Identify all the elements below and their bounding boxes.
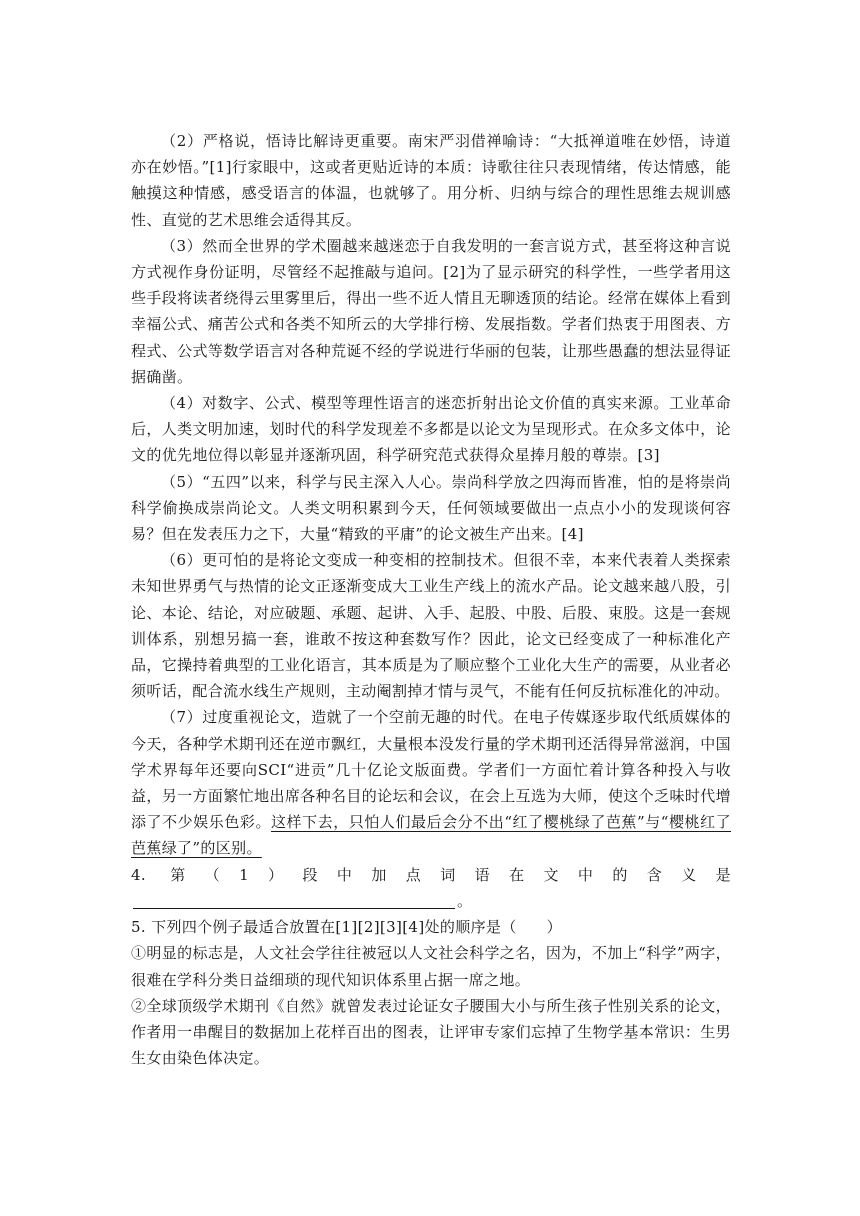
- article-body: [131, 128, 731, 1071]
- paragraph-5: （5）“五四”以来，科学与民主深入人心。崇尚科学放之四海而皆准，怕的是将崇尚科学偷换成崇尚论文。人类文明积累到今天，任何领域要做出一点点小小的发现谈何容易？但在发表压力之下，大量“精致的平庸”的论文被生产出来。[4]: [131, 472, 731, 544]
- question-4: [131, 862, 731, 914]
- paragraph-7-text: （7）过度重视论文，造就了一个空前无趣的时代。在电子传媒逐步取代纸质媒体的今天，各种学术期刊还在逆市飘红，大量根本没发行量的学术期刊还活得异常滋润，中国学术界每年还要向SCI“进贡”几十亿论文版面费。学者们一方面忙着计算各种投入与收益，另一方面繁忙地出席各种名目的论坛和会议，在会上互选为大师，使这个乏味时代增添了不少娱乐色彩。: [131, 708, 731, 832]
- paragraph-4: （4）对数字、公式、模型等理性语言的迷恋折射出论文价值的真实来源。工业革命后，人类文明加速，划时代的科学发现差不多都是以论文为呈现形式。在众多文体中，论文的优先地位得以彰显并逐渐巩固，科学研究范式获得众星捧月般的尊崇。[3]: [131, 394, 731, 465]
- question-5-close: ）: [546, 918, 562, 937]
- paragraph-7: [131, 704, 731, 861]
- question-4-text: 4. 第（1）段中加点词语在文中的含义是: [131, 865, 731, 884]
- underlined-sentence: 这样下去，只怕人们最后会分不出“红了樱桃绿了芭蕉”与“樱桃红了芭蕉绿了”的区别。: [131, 813, 731, 858]
- option-2: ②全球顶级学术期刊《自然》就曾发表过论证女子腰围大小与所生孩子性别关系的论文，作者用一串醒目的数据加上花样百出的图表，让评审专家们忘掉了生物学基本常识：生男生女由染色体决定。: [131, 996, 731, 1068]
- paragraph-6: （6）更可怕的是将论文变成一种变相的控制技术。但很不幸，本来代表着人类探索未知世界勇气与热情的论文正逐渐变成大工业生产线上的流水产品。论文越来越八股，引论、本论、结论，对应破题、承题、起讲、入手、起股、中股、后股、束股。这是一套规训体系，别想另搞一套，谁敢不按这种套数写作？因此，论文已经变成了一种标准化产品，它操持着典型的工业化语言，其本质是为了顺应整个工业化大生产的需要，从业者必须听话，配合流水线生产规则，主动阉割掉才情与灵气，不能有任何反抗标准化的冲动。: [131, 551, 731, 701]
- question-4-end: 。: [457, 891, 473, 910]
- paragraph-3: （3）然而全世界的学术圈越来越迷恋于自我发明的一套言说方式，甚至将这种言说方式视作身份证明，尽管经不起推敲与追问。[2]为了显示研究的科学性，一些学者用这些手段将读者绕得云里雾里后，得出一些不近人情且无聊透顶的结论。经常在媒体上看到幸福公式、痛苦公式和各类不知所云的大学排行榜、发展指数。学者们热衷于用图表、方程式、公式等数学语言对各种荒诞不经的学说进行华丽的包装，让那些愚蠢的想法显得证据确凿。: [131, 236, 731, 386]
- option-1: ①明显的标志是，人文社会学往往被冠以人文社会科学之名，因为，不加上“科学”两字，很难在学科分类日益细琐的现代知识体系里占据一席之地。: [131, 944, 731, 989]
- question-5-text: 5. 下列四个例子最适合放置在[1][2][3][4]处的顺序是（: [131, 918, 517, 937]
- answer-blank[interactable]: [133, 892, 455, 909]
- paragraph-2: （2）严格说，悟诗比解诗更重要。南宋严羽借禅喻诗：“大抵禅道唯在妙悟，诗道亦在妙悟。”[1]行家眼中，这或者更贴近诗的本质：诗歌往往只表现情绪，传达情感，能触摸这种情感，感受语言的体温，也就够了。用分析、归纳与综合的理性思维去规训感性、直觉的艺术思维会适得其反。: [131, 132, 731, 229]
- question-5: [131, 914, 731, 940]
